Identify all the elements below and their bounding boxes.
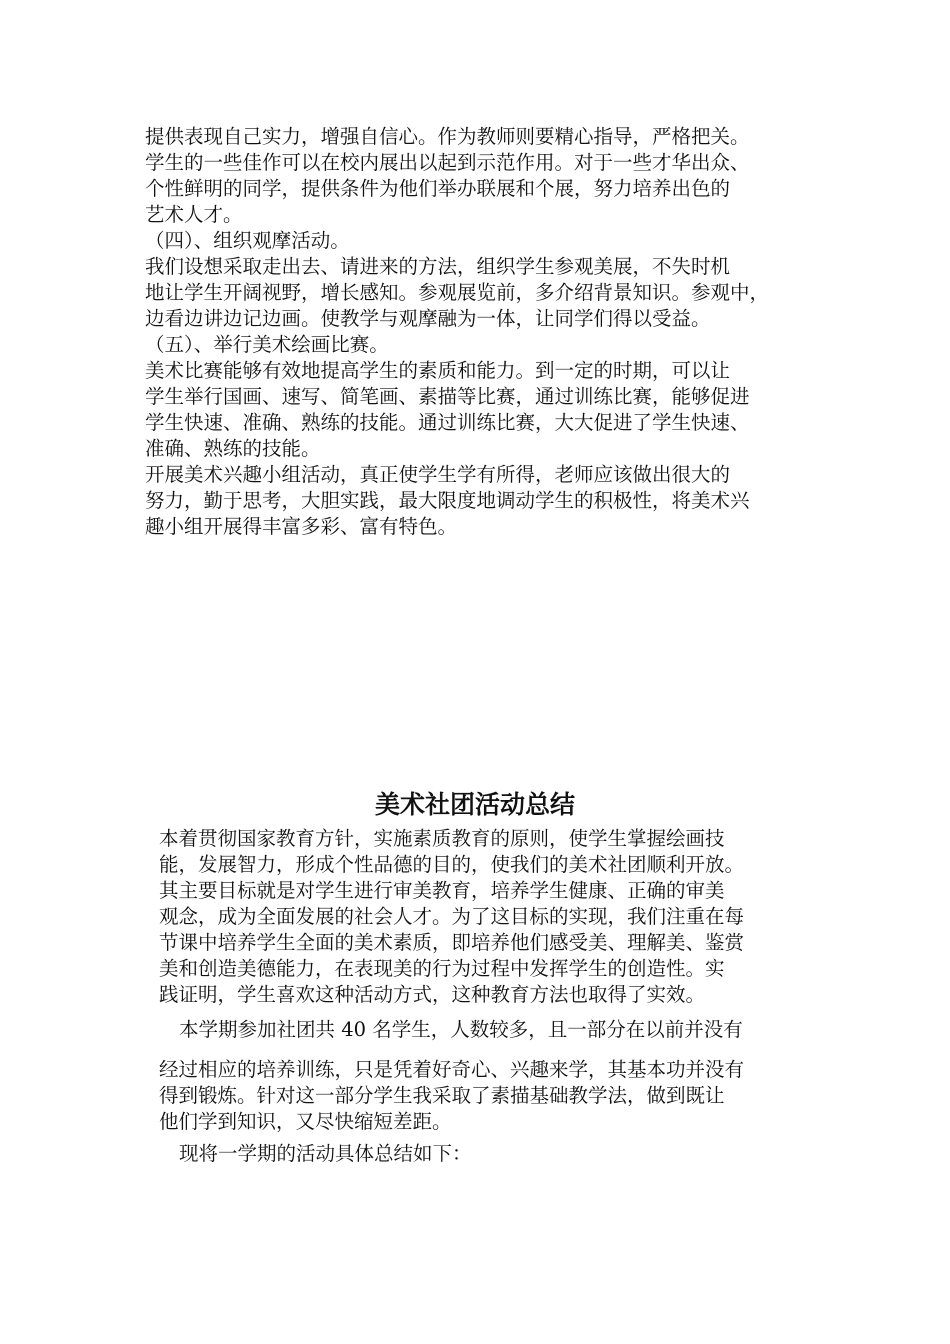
text-line: 本学期参加社团共 40 名学生，人数较多，且一部分在以前并没有: [179, 1018, 743, 1041]
text-line: 学生的一些佳作可以在校内展出以起到示范作用。对于一些才华出众、: [145, 151, 750, 174]
text-line: 个性鲜明的同学，提供条件为他们举办联展和个展，努力培养出色的: [145, 177, 731, 200]
text-line: 美和创造美德能力，在表现美的行为过程中发挥学生的创造性。实: [159, 957, 725, 980]
text-line: 艺术人才。: [145, 203, 243, 226]
text-line: 开展美术兴趣小组活动，真正使学生学有所得，老师应该做出很大的: [145, 463, 731, 486]
text-line: 观念，成为全面发展的社会人才。为了这目标的实现，我们注重在每: [159, 905, 745, 928]
document-title: 美术社团活动总结: [374, 790, 575, 819]
section-heading-four: （四）、组织观摩活动。: [145, 229, 350, 252]
text-line: 学生举行国画、速写、简笔画、素描等比赛，通过训练比赛，能够促进: [145, 385, 750, 408]
text-line: 其主要目标就是对学生进行审美教育，培养学生健康、正确的审美: [159, 879, 725, 902]
intro-paragraph: [159, 826, 819, 1008]
text-line: 趣小组开展得丰富多彩、富有特色。: [145, 515, 458, 538]
top-section-text: [145, 124, 815, 540]
text-line: 美术比赛能够有效地提高学生的素质和能力。到一定的时期，可以让: [145, 359, 731, 382]
text-line: 得到锻炼。针对这一部分学生我采取了素描基础教学法，做到既让: [159, 1084, 725, 1107]
text-line: 他们学到知识，又尽快缩短差距。: [159, 1110, 452, 1133]
enrollment-paragraph-first-line: [159, 1017, 819, 1043]
text-line: 努力，勤于思考，大胆实践，最大限度地调动学生的积极性，将美术兴: [145, 489, 750, 512]
text-line: 准确、熟练的技能。: [145, 437, 321, 460]
text-line: 地让学生开阔视野，增长感知。参观展览前，多介绍背景知识。参观中，: [145, 281, 770, 304]
enrollment-paragraph: [159, 1057, 819, 1135]
text-line: 节课中培养学生全面的美术素质，即培养他们感受美、理解美、鉴赏: [159, 931, 745, 954]
summary-intro-paragraph: [159, 1141, 819, 1167]
text-line: 经过相应的培养训练，只是凭着好奇心、兴趣来学，其基本功并没有: [159, 1058, 745, 1081]
text-line: 提供表现自己实力，增强自信心。作为教师则要精心指导，严格把关。: [145, 125, 750, 148]
text-line: 能，发展智力，形成个性品德的目的，使我们的美术社团顺利开放。: [159, 853, 745, 876]
text-line: 我们设想采取走出去、请进来的方法，组织学生参观美展，不失时机: [145, 255, 731, 278]
text-line: 践证明，学生喜欢这种活动方式，这种教育方法也取得了实效。: [159, 983, 706, 1006]
text-line: 学生快速、准确、熟练的技能。通过训练比赛，大大促进了学生快速、: [145, 411, 750, 434]
text-line: 边看边讲边记边画。使教学与观摩融为一体，让同学们得以受益。: [145, 307, 711, 330]
text-line: 本着贯彻国家教育方针，实施素质教育的原则，使学生掌握绘画技: [159, 827, 725, 850]
text-line: 现将一学期的活动具体总结如下：: [179, 1142, 472, 1165]
section-heading-five: （五）、举行美术绘画比赛。: [145, 333, 389, 356]
